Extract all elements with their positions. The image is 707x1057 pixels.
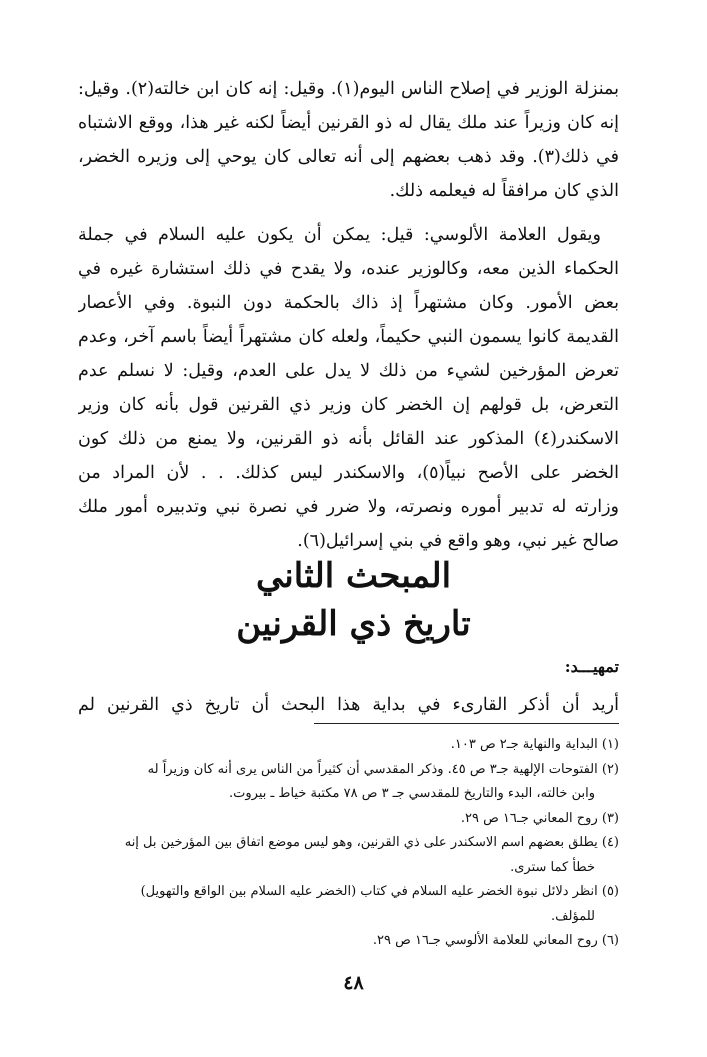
text-line: في ذلك(٣). وقد ذهب بعضهم إلى أنه تعالى كان يوحي إلى وزيره الخضر، [78,147,619,167]
footnote-line: (٦) روح المعاني للعلامة الألوسي جـ١٦ ص ٢٩. [372,933,619,948]
section-heading [0,552,707,648]
footnote-line: (١) البداية والنهاية جـ٢ ص ١٠٣. [450,737,619,752]
text-line: ويقول العلامة الألوسي: قيل: يمكن أن يكون عليه السلام في جملة [78,225,601,245]
page-number: ٤٨ [343,972,364,994]
text-line: الحكماء الذين معه، وكالوزير عنده، ولا يقدح في ذلك استشارة غيره في [78,259,619,279]
footnote-divider [314,723,619,724]
footnote-line: للمؤلف. [550,908,595,924]
text-line: إنه كان وزيراً عند ملك يقال له ذو القرنين أيضاً لكنه غير هذا، ووقع الاشتباه [78,113,619,133]
paragraph-3 [78,688,619,722]
footnotes [78,733,619,954]
text-line: بعض الأمور. وكان مشتهراً إذ ذاك بالحكمة دون النبوة. وفي الأعصار [78,293,619,313]
paragraph-2 [78,218,619,558]
text-line: القديمة كانوا يسمون النبي حكيماً، ولعله كان مشتهراً أيضاً باسم آخر، وعدم [78,327,619,347]
text-line: بمنزلة الوزير في إصلاح الناس اليوم(١). وقيل: إنه كان ابن خالته(٢). وقيل: [78,79,619,99]
footnote-line: وابن خالته، البدء والتاريخ للمقدسي جـ ٣ ص ٧٨ مكتبة خياط ـ بيروت. [229,786,595,801]
text-line: الخضر على الأصح نبياً(٥)، والاسكندر ليس كذلك. . . لأن المراد من [78,463,619,483]
text-line: الذي كان مرافقاً له فيعلمه ذلك. [389,181,619,201]
section-title: المبحث الثاني [255,556,452,596]
text-line: صالح غير نبي، وهو واقع في بني إسرائيل(٦). [297,531,619,551]
text-line: وزارته له تدبير أموره ونصرته، ولا ضرر في نصرة نبي وتدبيره أمور ملك [78,497,619,517]
footnote-line: (٥) انظر دلائل نبوة الخضر عليه السلام في كتاب (الخضر عليه السلام بين الواقع والتهويل) [140,884,619,899]
text-line: التعرض، بل قولهم إن الخضر كان وزير ذي القرنين قول بأنه كان وزير [78,395,619,415]
footnote-line: (٣) روح المعاني جـ١٦ ص ٢٩. [460,810,619,826]
text-line: أريد أن أذكر القارىء في بداية هذا البحث أن تاريخ ذي القرنين لم [78,695,619,715]
footnote-line: خطأ كما سترى. [510,859,595,875]
text-line: الاسكندر(٤) المذكور عند القائل بأنه ذو القرنين، ولا يمنع من ذلك كون [78,429,619,449]
section-subtitle: تاريخ ذي القرنين [236,604,471,644]
footnote-line: (٤) يطلق بعضهم اسم الاسكندر على ذي القرنين، وهو ليس موضع اتفاق بين المؤرخين بل إنه [124,835,619,850]
text-line: تعرض المؤرخين لشيء من ذلك لا يدل على العدم، وقيل: لا نسلم عدم [78,361,619,381]
paragraph-1 [78,72,619,208]
subheading-tamhid: تمهيـــد: [564,657,619,676]
footnote-line: (٢) الفتوحات الإلهية جـ٣ ص ٤٥. وذكر المقدسي أن كثيراً من الناس يرى أنه كان وزيراً له [147,761,619,777]
